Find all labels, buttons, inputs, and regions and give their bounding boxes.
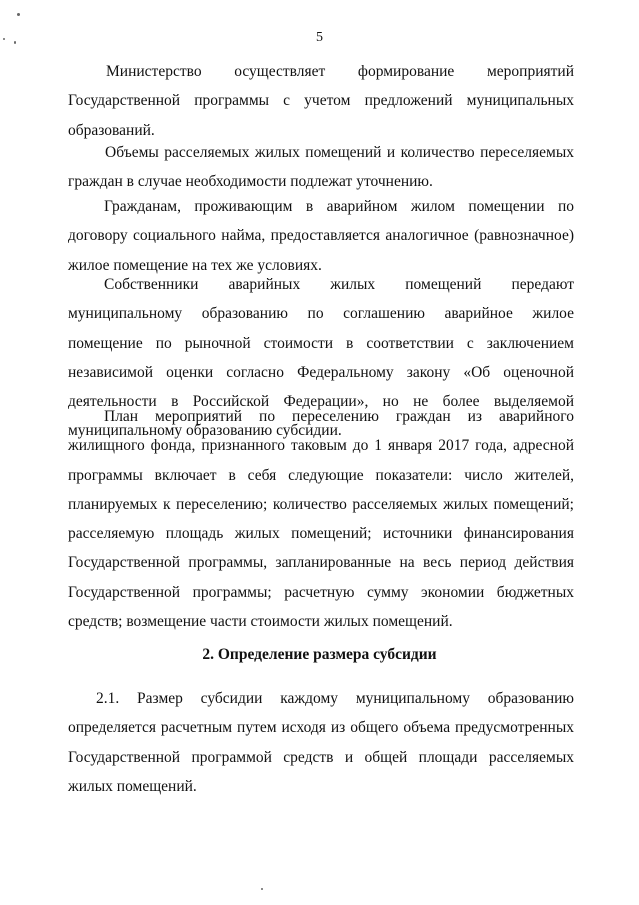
section-heading: 2. Определение размера субсидии bbox=[202, 646, 437, 663]
scan-speck bbox=[14, 41, 16, 44]
scan-speck bbox=[17, 13, 20, 16]
paragraph-volumes-clarification: Объемы расселяемых жилых помещений и количество переселяемых граждан в случае необходимости подлежат уточнению. bbox=[68, 144, 574, 191]
page-number: 5 bbox=[316, 30, 323, 45]
scan-speck bbox=[3, 38, 5, 40]
paragraph-resettlement-plan: План мероприятий по переселению граждан из аварийного жилищного фонда, признанного таковым до 1 января 2017 года, адресной программы включает в себя следующие показатели: число жителей, планируемых к переселению; количество расселяемых жилых помещений; расселяемую площадь жилых помещений; источники финансирования Государственной программы, запланированные на весь период действия Государственной программы; расчетную сумму экономии бюджетных средств; возмещение части стоимости жилых помещений. bbox=[68, 408, 574, 631]
paragraph-ministry-formation: Министерство осуществляет формирование мероприятий Государственной программы с учетом предложений муниципальных образований. bbox=[68, 63, 574, 139]
paragraph-social-lease: Гражданам, проживающим в аварийном жилом помещении по договору социального найма, предоставляется аналогичное (равнозначное) жилое помещение на тех же условиях. bbox=[68, 198, 574, 274]
paragraph-owners-transfer: Собственники аварийных жилых помещений передают муниципальному образованию по соглашению аварийное жилое помещение по рыночной стоимости в соответствии с заключением независимой оценки согласно Федеральному закону «Об оценочной деятельности в Российской Федерации», но не более выделяемой муниципальному образованию субсидии. bbox=[68, 276, 574, 440]
paragraph-subsidy-calculation: 2.1. Размер субсидии каждому муниципальному образованию определяется расчетным путем исходя из общего объема предусмотренных Государственной программой средств и общей площади расселяемых жилых помещений. bbox=[68, 690, 574, 795]
scan-speck bbox=[261, 888, 263, 890]
